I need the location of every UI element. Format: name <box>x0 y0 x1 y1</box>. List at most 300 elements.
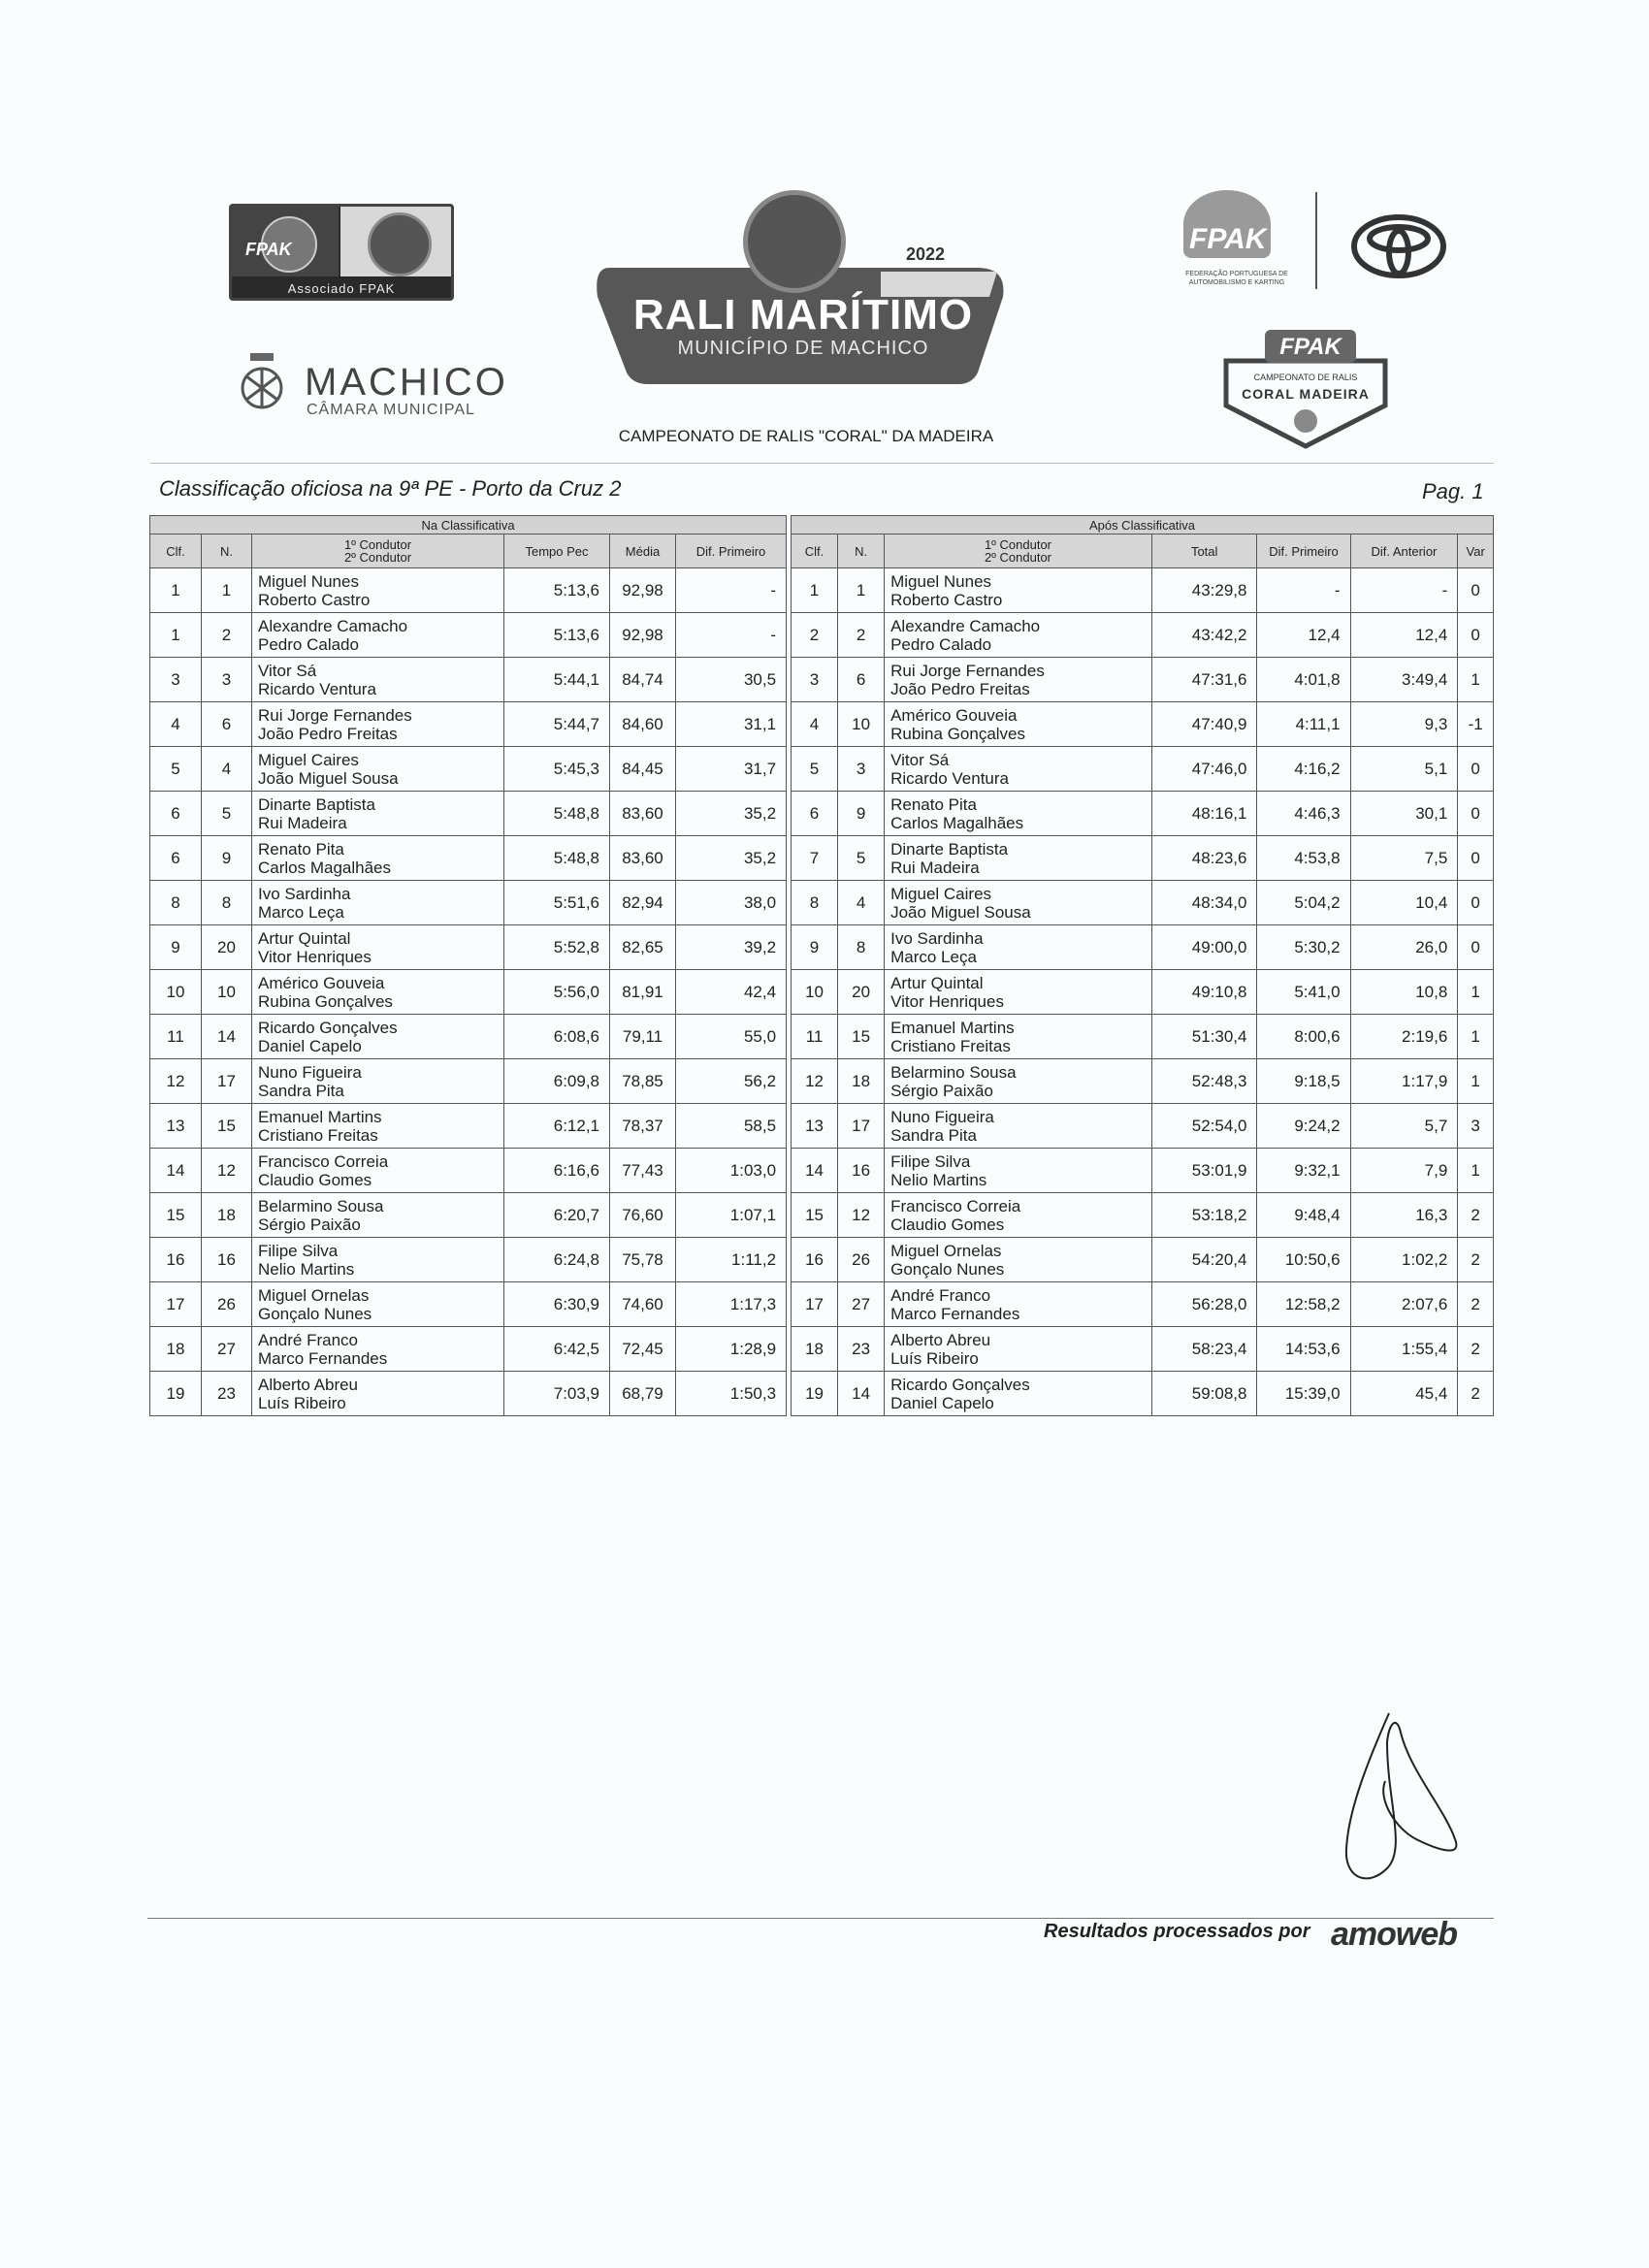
table-row <box>792 881 1494 925</box>
diff-first-cell: 12,4 <box>1257 613 1350 658</box>
footer-divider <box>147 1918 1494 1919</box>
first-driver: Miguel Ornelas <box>258 1285 370 1305</box>
ship-wheel-icon <box>368 212 432 276</box>
driver-cell <box>885 1059 1152 1104</box>
avg-cell: 74,60 <box>610 1282 676 1327</box>
diff-prev-cell: 2:07,6 <box>1350 1282 1458 1327</box>
table-row <box>150 1327 787 1372</box>
diff-cell: 31,7 <box>676 747 787 792</box>
diff-first-cell: 9:24,2 <box>1257 1104 1350 1149</box>
table-row <box>792 1372 1494 1416</box>
total-cell: 47:46,0 <box>1151 747 1257 792</box>
second-driver: João Pedro Freitas <box>258 724 398 743</box>
num-cell: 1 <box>202 568 252 613</box>
time-cell: 5:56,0 <box>504 970 610 1015</box>
second-driver: Rubina Gonçalves <box>258 991 393 1011</box>
table-row <box>150 1149 787 1193</box>
table-row <box>150 1059 787 1104</box>
clf-cell: 3 <box>150 658 202 702</box>
first-driver: Renato Pita <box>258 839 344 859</box>
table-row <box>792 1282 1494 1327</box>
diff-first-cell: 4:11,1 <box>1257 702 1350 747</box>
driver-cell <box>885 747 1152 792</box>
num-cell: 6 <box>838 658 885 702</box>
num-cell: 26 <box>202 1282 252 1327</box>
driver-cell <box>252 881 504 925</box>
second-driver: João Miguel Sousa <box>258 768 399 788</box>
driver-cell <box>885 568 1152 613</box>
second-driver: Cristiano Freitas <box>890 1036 1011 1055</box>
first-driver: André Franco <box>890 1285 991 1305</box>
num-cell: 9 <box>838 792 885 836</box>
table-row <box>150 613 787 658</box>
driver-cell <box>252 836 504 881</box>
fpak-associado-caption: Associado FPAK <box>287 281 396 296</box>
clf-cell: 17 <box>150 1282 202 1327</box>
logo-divider <box>1315 192 1317 289</box>
driver-cell <box>252 1193 504 1238</box>
total-cell: 53:18,2 <box>1151 1193 1257 1238</box>
diff-cell: 55,0 <box>676 1015 787 1059</box>
col-drivers <box>252 535 504 568</box>
col-diff: Dif. Primeiro <box>676 535 787 568</box>
driver-cell <box>252 792 504 836</box>
time-cell: 5:45,3 <box>504 747 610 792</box>
second-driver: Carlos Magalhães <box>890 813 1024 832</box>
var-cell: 2 <box>1458 1193 1494 1238</box>
clf-cell: 6 <box>150 836 202 881</box>
var-cell: 1 <box>1458 970 1494 1015</box>
first-driver: Alberto Abreu <box>890 1330 991 1349</box>
table-row <box>792 836 1494 881</box>
machico-sub: CÂMARA MUNICIPAL <box>307 402 475 418</box>
time-cell: 6:16,6 <box>504 1149 610 1193</box>
first-driver: Miguel Ornelas <box>890 1241 1002 1260</box>
table-row <box>150 658 787 702</box>
avg-cell: 84,60 <box>610 702 676 747</box>
num-cell: 15 <box>202 1104 252 1149</box>
driver-cell <box>885 881 1152 925</box>
first-driver: Alexandre Camacho <box>258 616 408 635</box>
total-cell: 59:08,8 <box>1151 1372 1257 1416</box>
first-driver: Francisco Correia <box>258 1151 389 1171</box>
diff-first-cell: 9:18,5 <box>1257 1059 1350 1104</box>
avg-cell: 79,11 <box>610 1015 676 1059</box>
time-cell: 5:44,1 <box>504 658 610 702</box>
avg-cell: 76,60 <box>610 1193 676 1238</box>
second-driver: João Pedro Freitas <box>890 679 1030 698</box>
clf-cell: 15 <box>792 1193 838 1238</box>
total-cell: 49:10,8 <box>1151 970 1257 1015</box>
num-cell: 20 <box>838 970 885 1015</box>
num-cell: 23 <box>202 1372 252 1416</box>
driver-cell <box>252 747 504 792</box>
driver-cell <box>885 792 1152 836</box>
col-driver2: 2º Condutor <box>343 550 412 565</box>
first-driver: Vitor Sá <box>890 750 950 769</box>
table-row <box>150 1282 787 1327</box>
var-cell: 1 <box>1458 658 1494 702</box>
first-driver: Nuno Figueira <box>258 1062 362 1082</box>
driver-cell <box>885 1372 1152 1416</box>
second-driver: Gonçalo Nunes <box>258 1304 372 1323</box>
col-clf: Clf. <box>150 535 202 568</box>
first-driver: Alberto Abreu <box>258 1375 359 1394</box>
table-row <box>792 925 1494 970</box>
table-row <box>792 1327 1494 1372</box>
driver-cell <box>885 836 1152 881</box>
col-driver1: 1º Condutor <box>984 537 1052 552</box>
crest-icon <box>237 351 287 413</box>
driver-cell <box>252 1149 504 1193</box>
var-cell: 1 <box>1458 1015 1494 1059</box>
second-driver: Marco Leça <box>890 947 977 966</box>
num-cell: 6 <box>202 702 252 747</box>
first-driver: Artur Quintal <box>258 928 351 948</box>
second-driver: Ricardo Ventura <box>258 679 376 698</box>
num-cell: 2 <box>838 613 885 658</box>
first-driver: Emanuel Martins <box>258 1107 382 1126</box>
clf-cell: 18 <box>792 1327 838 1372</box>
second-driver: Rubina Gonçalves <box>890 724 1026 743</box>
second-driver: Marco Leça <box>258 902 344 922</box>
diff-first-cell: 4:01,8 <box>1257 658 1350 702</box>
table-row <box>792 792 1494 836</box>
second-driver: Rui Madeira <box>890 858 980 877</box>
first-driver: Américo Gouveia <box>890 705 1018 725</box>
clf-cell: 1 <box>150 568 202 613</box>
first-driver: Dinarte Baptista <box>258 794 375 814</box>
time-cell: 5:51,6 <box>504 881 610 925</box>
diff-first-cell: - <box>1257 568 1350 613</box>
rali-year: 2022 <box>906 244 946 264</box>
first-driver: Alexandre Camacho <box>890 616 1041 635</box>
championship-title: CAMPEONATO DE RALIS "CORAL" DA MADEIRA <box>618 427 994 445</box>
header-divider <box>150 463 1494 464</box>
table-row <box>792 1149 1494 1193</box>
diff-cell: 1:28,9 <box>676 1327 787 1372</box>
page-number: Pag. 1 <box>1422 479 1484 503</box>
fpak-associado-logo <box>229 204 454 301</box>
avg-cell: 84,74 <box>610 658 676 702</box>
clf-cell: 5 <box>150 747 202 792</box>
table-row <box>792 1193 1494 1238</box>
diff-cell: 31,1 <box>676 702 787 747</box>
clf-cell: 13 <box>792 1104 838 1149</box>
var-cell: 1 <box>1458 1059 1494 1104</box>
num-cell: 27 <box>202 1327 252 1372</box>
driver-cell <box>885 702 1152 747</box>
clf-cell: 1 <box>792 568 838 613</box>
driver-cell <box>885 613 1152 658</box>
num-cell: 18 <box>202 1193 252 1238</box>
diff-prev-cell: 9,3 <box>1350 702 1458 747</box>
driver-cell <box>252 658 504 702</box>
clf-cell: 1 <box>150 613 202 658</box>
num-cell: 12 <box>838 1193 885 1238</box>
clf-cell: 13 <box>150 1104 202 1149</box>
second-driver: Claudio Gomes <box>890 1215 1005 1234</box>
diff-first-cell: 12:58,2 <box>1257 1282 1350 1327</box>
diff-first-cell: 9:32,1 <box>1257 1149 1350 1193</box>
time-cell: 6:24,8 <box>504 1238 610 1282</box>
diff-prev-cell: 1:55,4 <box>1350 1327 1458 1372</box>
fpak-logo <box>1174 190 1319 297</box>
driver-cell <box>885 1193 1152 1238</box>
first-driver: Artur Quintal <box>890 973 984 992</box>
diff-cell: 1:07,1 <box>676 1193 787 1238</box>
diff-cell: 35,2 <box>676 836 787 881</box>
first-driver: Américo Gouveia <box>258 973 385 992</box>
rali-subtitle: MUNICÍPIO DE MACHICO <box>677 338 929 359</box>
overall-group-header: Após Classificativa <box>792 516 1494 535</box>
diff-prev-cell: 2:19,6 <box>1350 1015 1458 1059</box>
time-cell: 6:08,6 <box>504 1015 610 1059</box>
var-cell: 0 <box>1458 881 1494 925</box>
stage-group-header: Na Classificativa <box>150 516 787 535</box>
total-cell: 54:20,4 <box>1151 1238 1257 1282</box>
diff-first-cell: 5:30,2 <box>1257 925 1350 970</box>
driver-cell <box>885 1327 1152 1372</box>
col-total: Total <box>1151 535 1257 568</box>
time-cell: 7:03,9 <box>504 1372 610 1416</box>
second-driver: Gonçalo Nunes <box>890 1259 1005 1279</box>
clf-cell: 5 <box>792 747 838 792</box>
col-diff-prev: Dif. Anterior <box>1350 535 1458 568</box>
driver-cell <box>252 1327 504 1372</box>
time-cell: 5:13,6 <box>504 568 610 613</box>
driver-cell <box>252 1282 504 1327</box>
signature <box>1329 1703 1474 1888</box>
first-driver: Rui Jorge Fernandes <box>258 705 412 725</box>
driver-cell <box>885 925 1152 970</box>
first-driver: Ricardo Gonçalves <box>258 1018 398 1037</box>
var-cell: 0 <box>1458 836 1494 881</box>
var-cell: 0 <box>1458 613 1494 658</box>
clf-cell: 14 <box>150 1149 202 1193</box>
num-cell: 4 <box>838 881 885 925</box>
table-row <box>792 1104 1494 1149</box>
avg-cell: 92,98 <box>610 613 676 658</box>
num-cell: 12 <box>202 1149 252 1193</box>
avg-cell: 83,60 <box>610 792 676 836</box>
table-row <box>792 568 1494 613</box>
total-cell: 51:30,4 <box>1151 1015 1257 1059</box>
stage-results-table <box>149 515 787 1416</box>
num-cell: 2 <box>202 613 252 658</box>
num-cell: 17 <box>202 1059 252 1104</box>
time-cell: 6:09,8 <box>504 1059 610 1104</box>
clf-cell: 6 <box>150 792 202 836</box>
driver-cell <box>252 568 504 613</box>
clf-cell: 9 <box>792 925 838 970</box>
num-cell: 17 <box>838 1104 885 1149</box>
clf-cell: 17 <box>792 1282 838 1327</box>
clf-cell: 7 <box>792 836 838 881</box>
second-driver: Marco Fernandes <box>258 1348 388 1368</box>
clf-cell: 3 <box>792 658 838 702</box>
first-driver: Belarmino Sousa <box>890 1062 1017 1082</box>
avg-cell: 81,91 <box>610 970 676 1015</box>
diff-prev-cell: 10,8 <box>1350 970 1458 1015</box>
total-cell: 53:01,9 <box>1151 1149 1257 1193</box>
coral-line1: CAMPEONATO DE RALIS <box>1253 373 1358 382</box>
clf-cell: 14 <box>792 1149 838 1193</box>
diff-cell: 1:11,2 <box>676 1238 787 1282</box>
diff-cell: - <box>676 613 787 658</box>
clf-cell: 18 <box>150 1327 202 1372</box>
second-driver: Vitor Henriques <box>890 991 1004 1011</box>
var-cell: 1 <box>1458 1149 1494 1193</box>
num-cell: 8 <box>838 925 885 970</box>
second-driver: Daniel Capelo <box>258 1036 362 1055</box>
driver-cell <box>252 925 504 970</box>
second-driver: Daniel Capelo <box>890 1393 994 1412</box>
clf-cell: 15 <box>150 1193 202 1238</box>
num-cell: 5 <box>202 792 252 836</box>
machico-logo <box>233 341 508 425</box>
first-driver: Miguel Nunes <box>258 571 359 591</box>
col-num: N. <box>202 535 252 568</box>
table-row <box>792 1059 1494 1104</box>
diff-cell: 38,0 <box>676 881 787 925</box>
footer-text: Resultados processados por <box>1044 1921 1310 1942</box>
clf-cell: 2 <box>792 613 838 658</box>
first-driver: Ivo Sardinha <box>890 928 984 948</box>
table-row <box>792 702 1494 747</box>
time-cell: 6:20,7 <box>504 1193 610 1238</box>
classification-title: Classificação oficiosa na 9ª PE - Porto da Cruz 2 <box>159 476 622 501</box>
clf-cell: 16 <box>792 1238 838 1282</box>
num-cell: 14 <box>202 1015 252 1059</box>
table-row <box>150 702 787 747</box>
col-drivers <box>885 535 1152 568</box>
clf-cell: 4 <box>150 702 202 747</box>
second-driver: Carlos Magalhães <box>258 858 392 877</box>
total-cell: 49:00,0 <box>1151 925 1257 970</box>
diff-first-cell: 4:46,3 <box>1257 792 1350 836</box>
diff-cell: 30,5 <box>676 658 787 702</box>
first-driver: Dinarte Baptista <box>890 839 1009 859</box>
num-cell: 16 <box>202 1238 252 1282</box>
diff-cell: 35,2 <box>676 792 787 836</box>
second-driver: Nelio Martins <box>890 1170 987 1189</box>
time-cell: 5:44,7 <box>504 702 610 747</box>
driver-cell <box>885 1149 1152 1193</box>
num-cell: 3 <box>838 747 885 792</box>
fpak-logo-caption: FEDERAÇÃO PORTUGUESA DE AUTOMOBILISMO E KARTING <box>1185 271 1288 286</box>
diff-cell: 58,5 <box>676 1104 787 1149</box>
total-cell: 43:29,8 <box>1151 568 1257 613</box>
clf-cell: 4 <box>792 702 838 747</box>
total-cell: 48:16,1 <box>1151 792 1257 836</box>
first-driver: Ricardo Gonçalves <box>890 1375 1030 1394</box>
diff-prev-cell: 16,3 <box>1350 1193 1458 1238</box>
diff-first-cell: 10:50,6 <box>1257 1238 1350 1282</box>
coral-tag-text: FPAK <box>1279 334 1342 360</box>
first-driver: Belarmino Sousa <box>258 1196 384 1215</box>
avg-cell: 75,78 <box>610 1238 676 1282</box>
time-cell: 6:42,5 <box>504 1327 610 1372</box>
avg-cell: 72,45 <box>610 1327 676 1372</box>
num-cell: 1 <box>838 568 885 613</box>
avg-cell: 77,43 <box>610 1149 676 1193</box>
diff-cell: 1:50,3 <box>676 1372 787 1416</box>
first-driver: Vitor Sá <box>258 661 317 680</box>
avg-cell: 92,98 <box>610 568 676 613</box>
table-row <box>150 1104 787 1149</box>
var-cell: 2 <box>1458 1238 1494 1282</box>
toyota-logo-icon <box>1350 213 1447 279</box>
table-row <box>150 1372 787 1416</box>
first-driver: Filipe Silva <box>258 1241 339 1260</box>
first-driver: Emanuel Martins <box>890 1018 1015 1037</box>
table-row <box>150 1238 787 1282</box>
diff-first-cell: 5:41,0 <box>1257 970 1350 1015</box>
num-cell: 20 <box>202 925 252 970</box>
diff-cell: 42,4 <box>676 970 787 1015</box>
rali-title: RALI MARÍTIMO <box>632 291 974 339</box>
num-cell: 10 <box>202 970 252 1015</box>
second-driver: Nelio Martins <box>258 1259 355 1279</box>
clf-cell: 11 <box>792 1015 838 1059</box>
avg-cell: 78,85 <box>610 1059 676 1104</box>
driver-cell <box>252 1059 504 1104</box>
rali-maritimo-logo <box>590 190 1017 394</box>
second-driver: Claudio Gomes <box>258 1170 372 1189</box>
first-driver: Miguel Nunes <box>890 571 992 591</box>
driver-cell <box>252 970 504 1015</box>
total-cell: 52:48,3 <box>1151 1059 1257 1104</box>
num-cell: 27 <box>838 1282 885 1327</box>
table-row <box>792 1238 1494 1282</box>
diff-prev-cell: 1:17,9 <box>1350 1059 1458 1104</box>
num-cell: 10 <box>838 702 885 747</box>
second-driver: Rui Madeira <box>258 813 347 832</box>
clf-cell: 12 <box>792 1059 838 1104</box>
second-driver: Sandra Pita <box>890 1125 977 1145</box>
time-cell: 5:48,8 <box>504 792 610 836</box>
time-cell: 6:12,1 <box>504 1104 610 1149</box>
total-cell: 56:28,0 <box>1151 1282 1257 1327</box>
first-driver: Nuno Figueira <box>890 1107 994 1126</box>
diff-prev-cell: 3:49,4 <box>1350 658 1458 702</box>
overall-results-table <box>791 515 1494 1416</box>
diff-prev-cell: 30,1 <box>1350 792 1458 836</box>
first-driver: André Franco <box>258 1330 358 1349</box>
num-cell: 9 <box>202 836 252 881</box>
avg-cell: 78,37 <box>610 1104 676 1149</box>
diff-first-cell: 5:04,2 <box>1257 881 1350 925</box>
driver-cell <box>252 613 504 658</box>
num-cell: 4 <box>202 747 252 792</box>
driver-cell <box>885 1015 1152 1059</box>
var-cell: 2 <box>1458 1282 1494 1327</box>
var-cell: 0 <box>1458 792 1494 836</box>
table-row <box>150 925 787 970</box>
table-row <box>150 747 787 792</box>
table-row <box>792 747 1494 792</box>
driver-cell <box>252 1372 504 1416</box>
first-driver: Filipe Silva <box>890 1151 971 1171</box>
clf-cell: 16 <box>150 1238 202 1282</box>
diff-prev-cell: 26,0 <box>1350 925 1458 970</box>
coral-line2: CORAL MADEIRA <box>1242 386 1370 402</box>
second-driver: Marco Fernandes <box>890 1304 1020 1323</box>
second-driver: Cristiano Freitas <box>258 1125 378 1145</box>
var-cell: 3 <box>1458 1104 1494 1149</box>
ship-wheel-icon <box>743 190 846 293</box>
